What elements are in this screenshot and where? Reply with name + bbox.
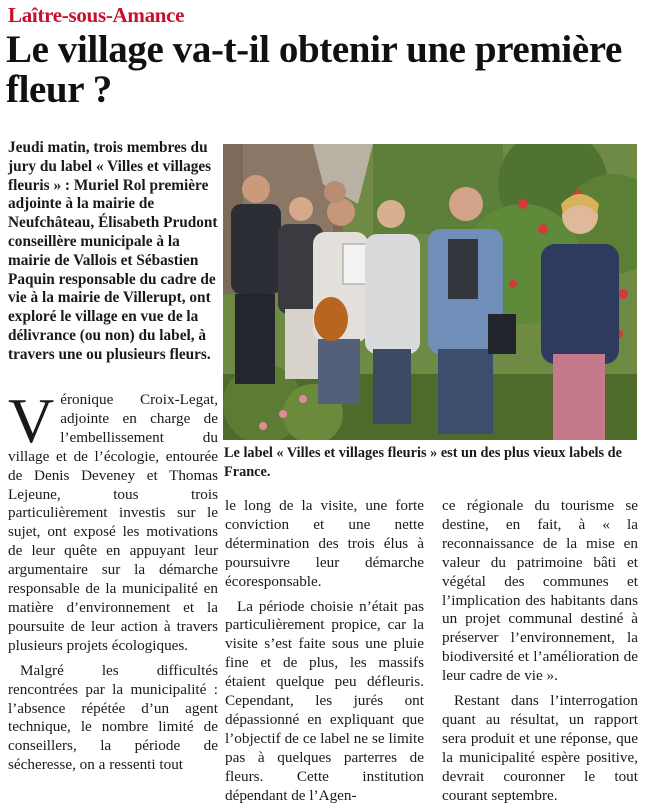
article-kicker: Laître-sous-Amance bbox=[8, 3, 185, 27]
body-column-1 bbox=[8, 385, 218, 781]
drop-cap: V bbox=[8, 385, 55, 456]
article-headline: Le village va-t-il obtenir une première fleur ? bbox=[6, 28, 622, 111]
article-chapo: Jeudi matin, trois membres du jury du label « Villes et villages fleuris » : Muriel Rol première adjointe à la mairie de Neufchâteau, Élisabeth Prudont conseillère municipale à la mairie de Vallois et Sébastien Paquin responsable du cadre de vie à la mairie de Villerupt, ont exploré le village en vue de la délivrance (ou non) du label, à travers une ou plusieurs fleurs. bbox=[8, 139, 218, 363]
photo-illustration bbox=[223, 144, 637, 440]
body-paragraph: le long de la visite, une forte conviction et une nette détermination des trois élus à poursuivre leur démarche écoresponsable. bbox=[225, 497, 424, 590]
body-paragraph: ce régionale du tourisme se destine, en fait, à « la reconnaissance de la mise en valeur du patrimoine bâti et végétal des communes et l’implication des habitants dans un projet communal destiné à préserver l’environnement, la biodiversité et l’amélioration de leur cadre de vie ». bbox=[442, 497, 638, 685]
body-text: éronique Croix-Legat, adjointe en charge de l’embellissement du village et de l’écologie, entourée de Denis Deveney et Thomas Lejeune, tous trois particulièrement investis sur le sujet, ont exposé les motivations de leur quête en appuyant leur argumentaire sur la démarche responsable de la municipalité en matière d’environnement et la poursuite de leur action à travers plusieurs projets écologiques. bbox=[8, 391, 218, 654]
photo-caption: Le label « Villes et villages fleuris » est un des plus vieux labels de France. bbox=[224, 445, 622, 480]
body-paragraph: La période choisie n’était pas particulièrement propice, car la visite s’est faite sous une pluie fine et de plus, les massifs étaient quelque peu défleuris. Cependant, les jurés ont dépassionné en expliquant que l’objectif de ce label ne se limite pas à quelques parterres de fleurs. Cette institution dépendant de l’Agen- bbox=[225, 597, 424, 804]
body-column-2 bbox=[225, 497, 424, 812]
body-paragraph bbox=[8, 385, 218, 656]
article-photo bbox=[223, 144, 637, 440]
body-paragraph: Malgré les difficultés rencontrées par la municipalité : l’absence répétée d’un agent technique, le nombre limité de conseillers, la période de sécheresse, on a ressenti tout bbox=[8, 661, 218, 774]
body-column-3 bbox=[442, 497, 638, 812]
body-paragraph: Restant dans l’interrogation quant au résultat, un rapport sera produit et une réponse, que la municipalité espère positive, devrait couronner le tout courant septembre. bbox=[442, 692, 638, 804]
